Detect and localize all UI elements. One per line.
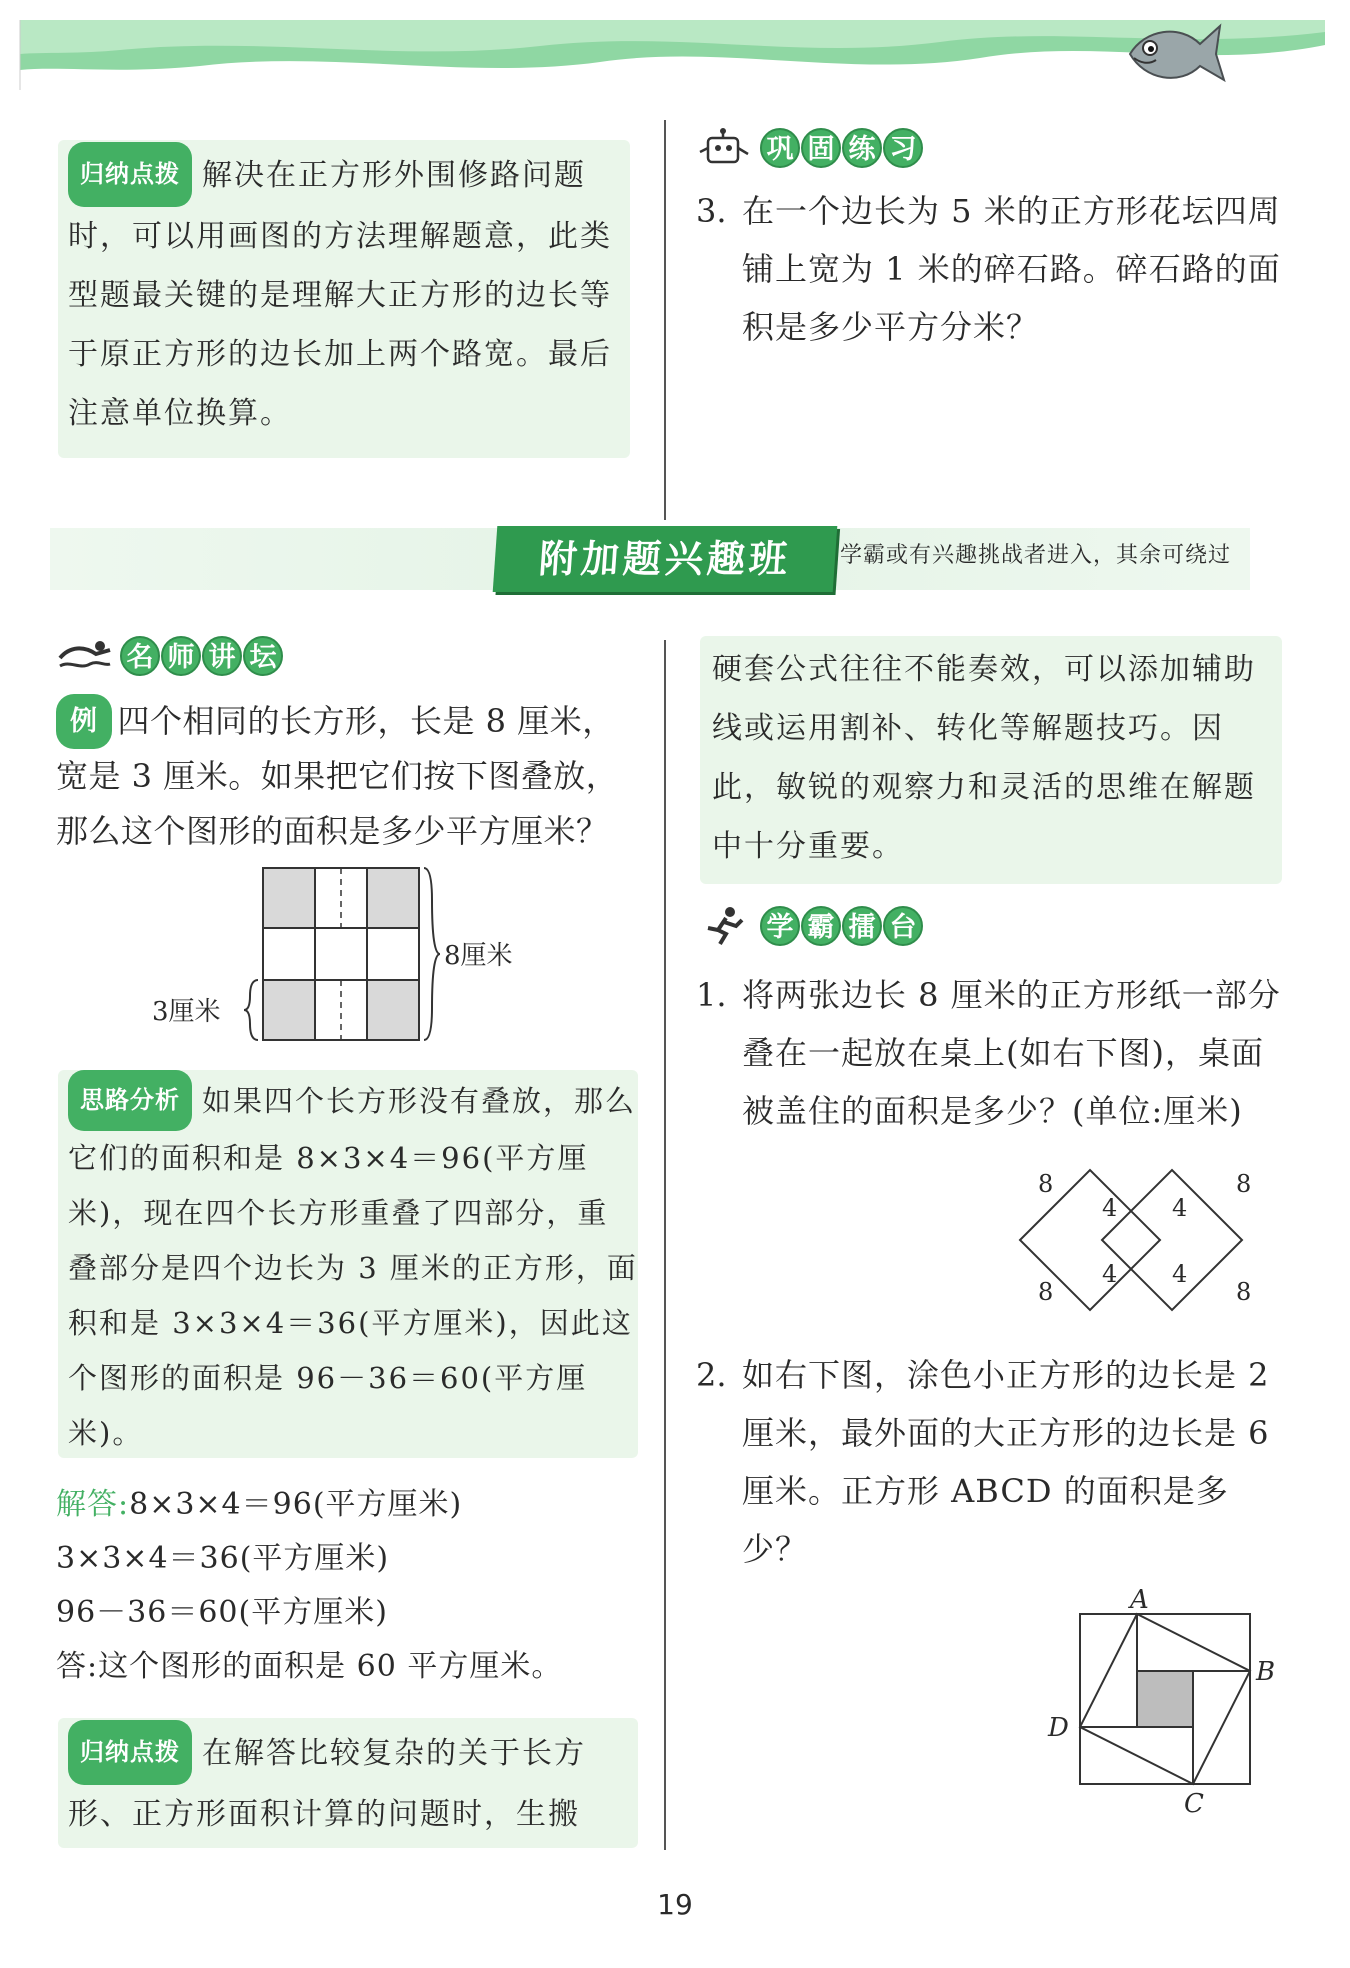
summary-tip-2-text: 在解答比较复杂的关于长方形、正方形面积计算的问题时，生搬 bbox=[68, 1736, 586, 1832]
solution-line-3: 96－36＝60(平方厘米) bbox=[56, 1595, 388, 1630]
question-2-number: 2. bbox=[696, 1356, 727, 1394]
vertex-a-label: A bbox=[1130, 1585, 1149, 1615]
overlapping-rectangles-figure bbox=[140, 860, 580, 1050]
solution-conclusion: 答:这个图形的面积是 60 平方厘米。 bbox=[56, 1649, 563, 1684]
heading-char: 坛 bbox=[243, 636, 283, 676]
bonus-section-note: 学霸或有兴趣挑战者进入，其余可绕过 bbox=[840, 543, 1232, 568]
summary-tip-badge: 归纳点拨 bbox=[68, 142, 192, 207]
solution-line-2: 3×3×4＝36(平方厘米) bbox=[56, 1541, 390, 1576]
analysis-text: 如果四个长方形没有叠放，那么它们的面积和是 8×3×4＝96(平方厘米)，现在四个长方形重叠了四部分，重叠部分是四个边长为 3 厘米的正方形，面积和是 3×3×4＝36(平方厘米)，因此这个图形的面积是 96－36＝60(平方厘米)。 bbox=[68, 1084, 638, 1450]
label-4-bottom-inner-right: 4 bbox=[1172, 1260, 1188, 1288]
solution-line-1: 解答:8×3×4＝96(平方厘米) bbox=[56, 1487, 463, 1522]
analysis-badge: 思路分析 bbox=[68, 1070, 192, 1131]
wave-swimmer-icon bbox=[56, 636, 114, 676]
bottom-column-divider bbox=[664, 640, 666, 1850]
question-3-text: 在一个边长为 5 米的正方形花坛四周铺上宽为 1 米的碎石路。碎石路的面积是多少平方分米？ bbox=[742, 192, 1281, 346]
question-2-text: 如右下图，涂色小正方形的边长是 2 厘米，最外面的大正方形的边长是 6 厘米。正方形 ABCD 的面积是多少？ bbox=[742, 1356, 1270, 1568]
label-8-top-right: 8 bbox=[1236, 1170, 1252, 1198]
label-8-bottom-left: 8 bbox=[1038, 1278, 1054, 1306]
example-problem-text: 四个相同的长方形，长是 8 厘米，宽是 3 厘米。如果把它们按下图叠放，那么这个图形的面积是多少平方厘米？ bbox=[56, 702, 619, 850]
runner-icon bbox=[696, 906, 754, 946]
summary-tip-2 bbox=[68, 1720, 636, 1844]
label-4-top-inner-left: 4 bbox=[1102, 1194, 1118, 1222]
heading-char: 霸 bbox=[801, 906, 841, 946]
fish-mascot-icon bbox=[1120, 14, 1230, 94]
heading-char: 固 bbox=[801, 128, 841, 168]
heading-char: 讲 bbox=[202, 636, 242, 676]
heading-char: 擂 bbox=[842, 906, 882, 946]
example-problem bbox=[56, 694, 646, 859]
question-1-number: 1. bbox=[696, 976, 727, 1014]
teacher-forum-heading bbox=[56, 636, 284, 676]
heading-char: 名 bbox=[120, 636, 160, 676]
label-8-top-left: 8 bbox=[1038, 1170, 1054, 1198]
top-student-arena-heading bbox=[696, 906, 924, 946]
heading-char: 练 bbox=[842, 128, 882, 168]
figure-label-8cm: 8厘米 bbox=[444, 941, 513, 971]
heading-char: 师 bbox=[161, 636, 201, 676]
top-column-divider bbox=[664, 120, 666, 520]
summary-tip-2-badge: 归纳点拨 bbox=[68, 1720, 192, 1785]
question-3-number: 3. bbox=[696, 192, 727, 230]
question-1-text: 将两张边长 8 厘米的正方形纸一部分叠在一起放在桌上(如右下图)，桌面被盖住的面积是多少？(单位:厘米) bbox=[742, 976, 1281, 1130]
continued-tip-text: 硬套公式往往不能奏效，可以添加辅助线或运用割补、转化等解题技巧。因此，敏锐的观察力和灵活的思维在解题中十分重要。 bbox=[712, 652, 1256, 864]
figure-label-3cm: 3厘米 bbox=[152, 997, 221, 1027]
solution-label: 解答: bbox=[56, 1487, 130, 1522]
page-number: 19 bbox=[657, 1888, 693, 1921]
overlapping-squares-figure bbox=[1010, 1150, 1300, 1330]
square-abcd-figure bbox=[1040, 1584, 1290, 1844]
example-badge: 例 bbox=[56, 694, 112, 749]
summary-tip-text: 解决在正方形外围修路问题时，可以用画图的方法理解题意，此类型题最关键的是理解大正方形的边长等于原正方形的边长加上两个路宽。最后注意单位换算。 bbox=[68, 158, 612, 431]
heading-char: 学 bbox=[760, 906, 800, 946]
solution bbox=[56, 1478, 646, 1694]
bonus-section-banner: 附加题兴趣班 bbox=[493, 526, 838, 592]
label-4-bottom-inner-left: 4 bbox=[1102, 1260, 1118, 1288]
heading-char: 台 bbox=[883, 906, 923, 946]
summary-tip bbox=[68, 142, 628, 443]
label-4-top-inner-right: 4 bbox=[1172, 1194, 1188, 1222]
analysis bbox=[68, 1070, 638, 1461]
vertex-b-label: B bbox=[1256, 1657, 1276, 1687]
vertex-d-label: D bbox=[1048, 1713, 1069, 1743]
heading-char: 巩 bbox=[760, 128, 800, 168]
vertex-c-label: C bbox=[1184, 1789, 1204, 1819]
consolidation-practice-heading bbox=[696, 128, 924, 168]
label-8-bottom-right: 8 bbox=[1236, 1278, 1252, 1306]
robot-icon bbox=[696, 128, 754, 168]
heading-char: 习 bbox=[883, 128, 923, 168]
